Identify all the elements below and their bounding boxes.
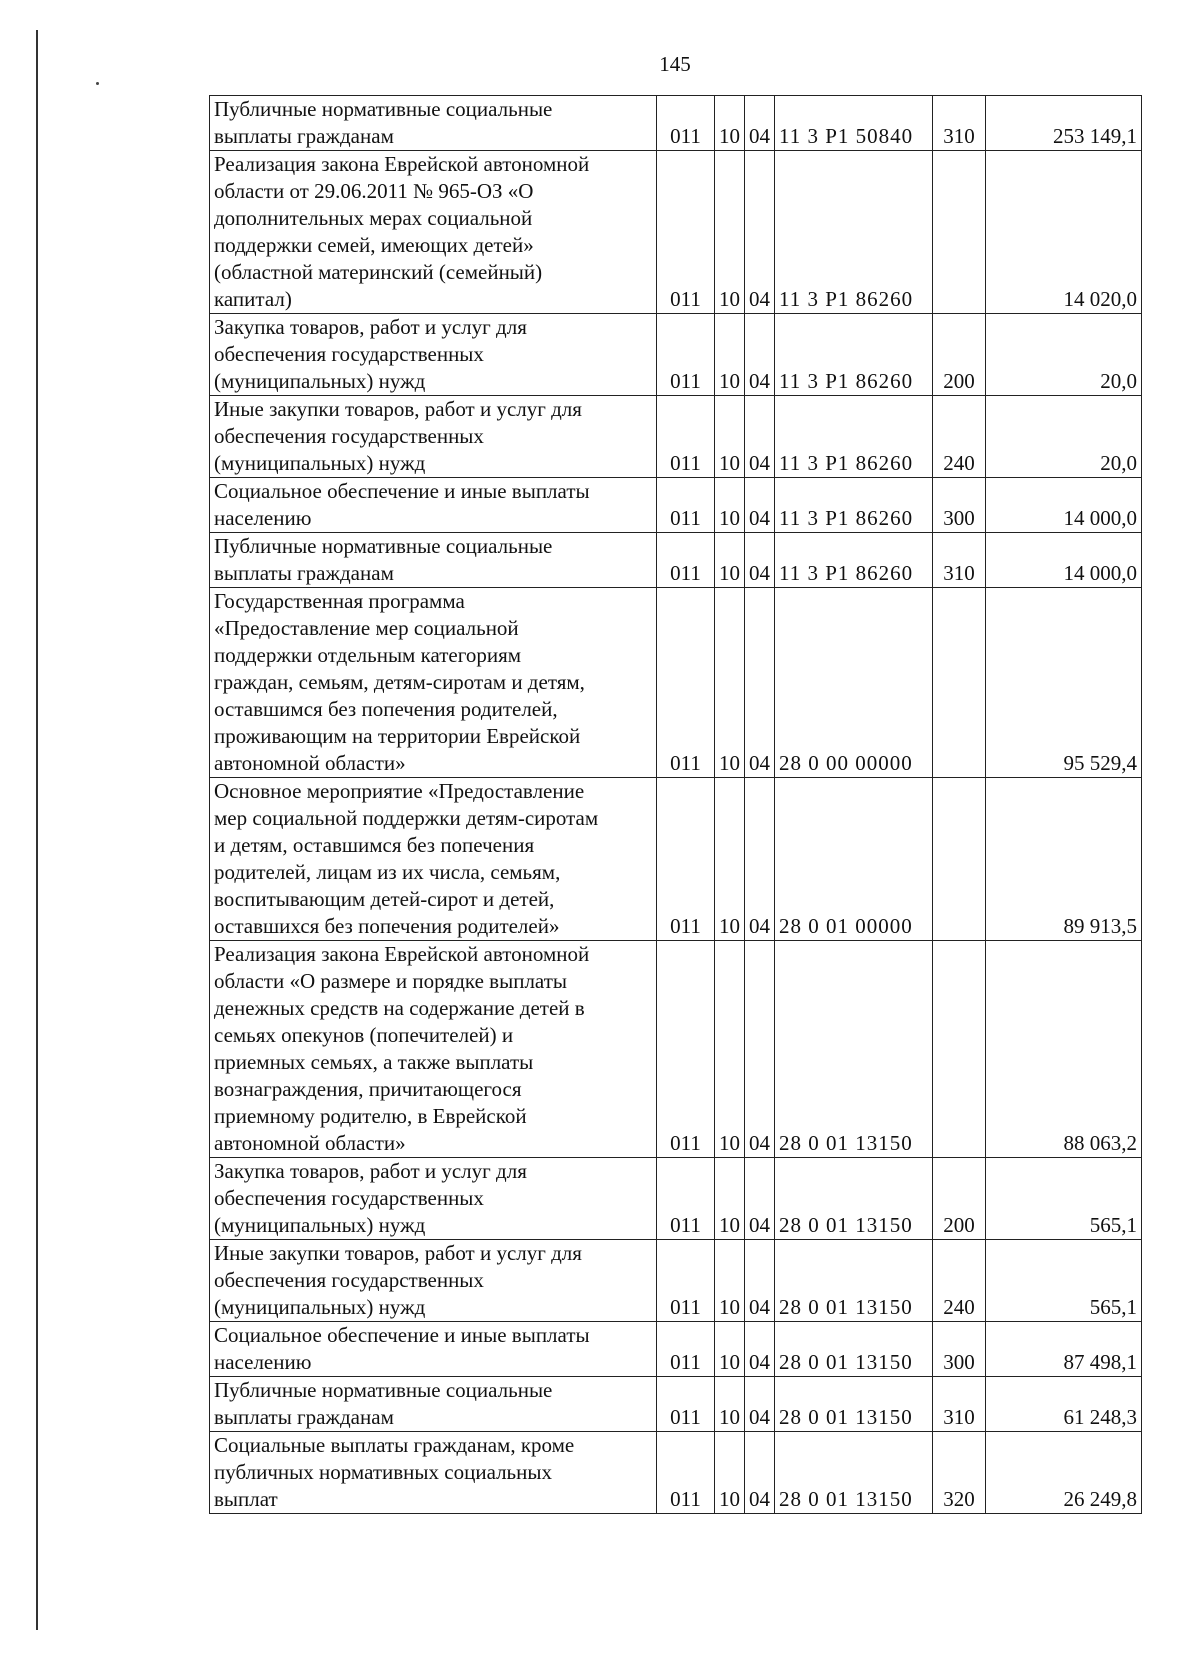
row-section-cell: 10 <box>715 778 745 941</box>
row-expense-type-cell: 320 <box>933 1432 986 1514</box>
row-target-article-cell: 11 3 P1 86260 <box>775 314 933 396</box>
row-target-article-cell: 11 3 P1 86260 <box>775 396 933 478</box>
row-target-article-cell: 11 3 P1 86260 <box>775 151 933 314</box>
row-section-cell: 10 <box>715 588 745 778</box>
row-amount-cell: 14 000,0 <box>986 478 1142 533</box>
row-amount-cell: 565,1 <box>986 1240 1142 1322</box>
row-expense-type-cell: 240 <box>933 1240 986 1322</box>
row-name-cell: Социальное обеспечение и иные выплаты населению <box>210 1322 657 1377</box>
row-target-article-cell: 11 3 P1 86260 <box>775 533 933 588</box>
table-row <box>210 778 1142 941</box>
row-expense-type-cell: 310 <box>933 533 986 588</box>
row-subsection-cell: 04 <box>745 778 775 941</box>
row-section-cell: 10 <box>715 1432 745 1514</box>
row-subsection-cell: 04 <box>745 96 775 151</box>
row-target-article-cell: 28 0 01 13150 <box>775 1322 933 1377</box>
row-name-cell: Реализация закона Еврейской автономной области от 29.06.2011 № 965-ОЗ «О дополнительных мерах социальной поддержки семей, имеющих детей» (областной материнский (семейный) капитал) <box>210 151 657 314</box>
table-row <box>210 533 1142 588</box>
row-section-cell: 10 <box>715 1158 745 1240</box>
row-target-article-cell: 28 0 01 13150 <box>775 941 933 1158</box>
row-section-cell: 10 <box>715 96 745 151</box>
table-row <box>210 478 1142 533</box>
row-expense-type-cell <box>933 151 986 314</box>
row-expense-type-cell <box>933 941 986 1158</box>
row-subsection-cell: 04 <box>745 314 775 396</box>
scan-edge-line <box>36 30 38 1630</box>
row-name-cell: Социальные выплаты гражданам, кроме публичных нормативных социальных выплат <box>210 1432 657 1514</box>
table-row <box>210 96 1142 151</box>
row-subsection-cell: 04 <box>745 478 775 533</box>
row-grbs-cell: 011 <box>657 478 715 533</box>
row-amount-cell: 87 498,1 <box>986 1322 1142 1377</box>
row-subsection-cell: 04 <box>745 151 775 314</box>
table-row <box>210 1377 1142 1432</box>
row-target-article-cell: 28 0 01 13150 <box>775 1377 933 1432</box>
row-name-cell: Публичные нормативные социальные выплаты гражданам <box>210 1377 657 1432</box>
table-row <box>210 941 1142 1158</box>
row-name-cell: Закупка товаров, работ и услуг для обеспечения государственных (муниципальных) нужд <box>210 1158 657 1240</box>
row-amount-cell: 88 063,2 <box>986 941 1142 1158</box>
row-name-cell: Социальное обеспечение и иные выплаты населению <box>210 478 657 533</box>
row-grbs-cell: 011 <box>657 1322 715 1377</box>
table-row <box>210 1432 1142 1514</box>
row-target-article-cell: 28 0 01 13150 <box>775 1432 933 1514</box>
row-target-article-cell: 28 0 01 13150 <box>775 1158 933 1240</box>
row-amount-cell: 14 000,0 <box>986 533 1142 588</box>
row-expense-type-cell: 200 <box>933 314 986 396</box>
row-expense-type-cell: 240 <box>933 396 986 478</box>
row-section-cell: 10 <box>715 1240 745 1322</box>
row-amount-cell: 14 020,0 <box>986 151 1142 314</box>
row-target-article-cell: 28 0 01 13150 <box>775 1240 933 1322</box>
row-subsection-cell: 04 <box>745 1158 775 1240</box>
row-amount-cell: 20,0 <box>986 314 1142 396</box>
row-grbs-cell: 011 <box>657 1432 715 1514</box>
row-target-article-cell: 28 0 01 00000 <box>775 778 933 941</box>
row-name-cell: Государственная программа «Предоставление мер социальной поддержки отдельным категориям граждан, семьям, детям-сиротам и детям, оставшимся без попечения родителей, проживающим на территории Еврейской автономной области» <box>210 588 657 778</box>
row-subsection-cell: 04 <box>745 941 775 1158</box>
row-amount-cell: 20,0 <box>986 396 1142 478</box>
row-section-cell: 10 <box>715 478 745 533</box>
row-expense-type-cell: 300 <box>933 1322 986 1377</box>
row-section-cell: 10 <box>715 1322 745 1377</box>
row-subsection-cell: 04 <box>745 396 775 478</box>
row-subsection-cell: 04 <box>745 1432 775 1514</box>
row-subsection-cell: 04 <box>745 1240 775 1322</box>
table-row <box>210 1158 1142 1240</box>
row-grbs-cell: 011 <box>657 396 715 478</box>
row-section-cell: 10 <box>715 533 745 588</box>
row-grbs-cell: 011 <box>657 1377 715 1432</box>
table-row <box>210 151 1142 314</box>
row-expense-type-cell: 310 <box>933 1377 986 1432</box>
row-name-cell: Основное мероприятие «Предоставление мер социальной поддержки детям-сиротам и детям, оставшимся без попечения родителей, лицам из их числа, семьям, воспитывающим детей-сирот и детей, оставшихся без попечения родителей» <box>210 778 657 941</box>
budget-table-body <box>210 96 1142 1514</box>
row-grbs-cell: 011 <box>657 151 715 314</box>
row-section-cell: 10 <box>715 1377 745 1432</box>
row-grbs-cell: 011 <box>657 1240 715 1322</box>
budget-table <box>209 95 1142 1514</box>
table-row <box>210 1240 1142 1322</box>
row-amount-cell: 565,1 <box>986 1158 1142 1240</box>
row-expense-type-cell <box>933 778 986 941</box>
row-expense-type-cell: 200 <box>933 1158 986 1240</box>
row-section-cell: 10 <box>715 151 745 314</box>
row-name-cell: Иные закупки товаров, работ и услуг для обеспечения государственных (муниципальных) нужд <box>210 396 657 478</box>
row-grbs-cell: 011 <box>657 941 715 1158</box>
row-name-cell: Закупка товаров, работ и услуг для обеспечения государственных (муниципальных) нужд <box>210 314 657 396</box>
row-grbs-cell: 011 <box>657 1158 715 1240</box>
row-grbs-cell: 011 <box>657 314 715 396</box>
scan-speck <box>96 82 99 85</box>
row-amount-cell: 26 249,8 <box>986 1432 1142 1514</box>
row-section-cell: 10 <box>715 396 745 478</box>
row-amount-cell: 61 248,3 <box>986 1377 1142 1432</box>
row-grbs-cell: 011 <box>657 96 715 151</box>
row-amount-cell: 253 149,1 <box>986 96 1142 151</box>
row-expense-type-cell: 300 <box>933 478 986 533</box>
row-grbs-cell: 011 <box>657 778 715 941</box>
table-row <box>210 588 1142 778</box>
table-row <box>210 314 1142 396</box>
row-section-cell: 10 <box>715 941 745 1158</box>
row-target-article-cell: 11 3 P1 86260 <box>775 478 933 533</box>
table-row <box>210 396 1142 478</box>
row-name-cell: Публичные нормативные социальные выплаты гражданам <box>210 533 657 588</box>
row-amount-cell: 89 913,5 <box>986 778 1142 941</box>
row-name-cell: Иные закупки товаров, работ и услуг для обеспечения государственных (муниципальных) нужд <box>210 1240 657 1322</box>
row-target-article-cell: 11 3 P1 50840 <box>775 96 933 151</box>
row-expense-type-cell <box>933 588 986 778</box>
row-expense-type-cell: 310 <box>933 96 986 151</box>
row-subsection-cell: 04 <box>745 1322 775 1377</box>
row-grbs-cell: 011 <box>657 588 715 778</box>
row-amount-cell: 95 529,4 <box>986 588 1142 778</box>
row-name-cell: Публичные нормативные социальные выплаты гражданам <box>210 96 657 151</box>
row-grbs-cell: 011 <box>657 533 715 588</box>
row-subsection-cell: 04 <box>745 533 775 588</box>
table-row <box>210 1322 1142 1377</box>
row-name-cell: Реализация закона Еврейской автономной области «О размере и порядке выплаты денежных средств на содержание детей в семьях опекунов (попечителей) и приемных семьях, а также выплаты вознаграждения, причитающегося приемному родителю, в Еврейской автономной области» <box>210 941 657 1158</box>
row-section-cell: 10 <box>715 314 745 396</box>
page-number: 145 <box>659 52 691 76</box>
row-subsection-cell: 04 <box>745 588 775 778</box>
row-subsection-cell: 04 <box>745 1377 775 1432</box>
row-target-article-cell: 28 0 00 00000 <box>775 588 933 778</box>
